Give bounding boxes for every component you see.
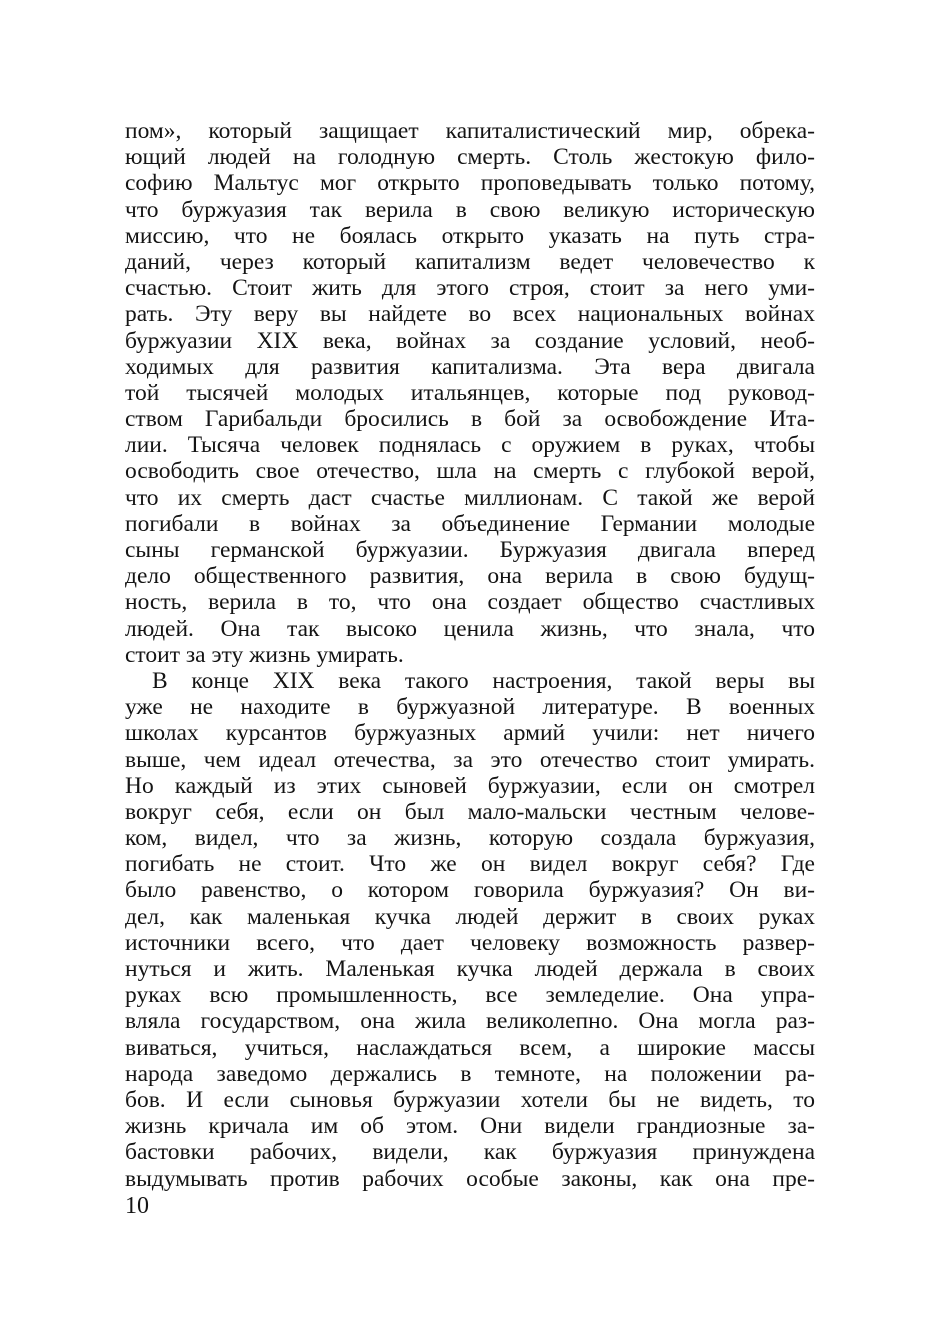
paragraph-start-line: В конце XIX века такого настроения, такой веры вы (152, 667, 815, 694)
text-line: лии. Тысяча человек поднялась с оружием в руках, чтобы (125, 432, 815, 459)
text-line: сыны германской буржуазии. Буржуазия двигала вперед (125, 537, 815, 563)
text-line: той тысячей молодых итальянцев, которые под руковод- (125, 379, 815, 406)
text-line: людей. Она так высоко ценила жизнь, что знала, что (125, 615, 815, 642)
text-line: буржуазии XIX века, войнах за создание условий, необ- (125, 327, 815, 354)
text-line: Но каждый из этих сыновей буржуазии, если он смотрел (125, 772, 815, 799)
text-line: виваться, учиться, наслаждаться всем, а широкие массы (125, 1034, 815, 1061)
body-text (125, 118, 815, 1192)
text-line: уже не находите в буржуазной литературе. В военных (125, 694, 815, 721)
text-line: софию Мальтус мог открыто проповедывать только потому, (125, 170, 815, 197)
text-line: ком, видел, что за жизнь, которую создала буржуазия, (125, 825, 815, 852)
text-line: погибали в войнах за объединение Германии молодые (125, 510, 815, 537)
text-line: выдумывать против рабочих особые законы, как она пре- (125, 1165, 815, 1192)
text-line: дел, как маленькая кучка людей держит в своих руках (125, 903, 815, 930)
text-line: даний, через который капитализм ведет человечество к (125, 248, 815, 275)
text-line: вляла государством, она жила великолепно. Она могла раз- (125, 1008, 815, 1035)
text-line: бастовки рабочих, видели, как буржуазия принуждена (125, 1139, 815, 1166)
text-line: стоит за эту жизнь умирать. (125, 641, 404, 668)
text-line: ходимых для развития капитализма. Эта вера двигала (125, 353, 815, 380)
text-line: школах курсантов буржуазных армий учили: нет ничего (125, 720, 815, 747)
text-line: ством Гарибальди бросились в бой за освобождение Ита- (125, 406, 815, 433)
text-line: счастью. Стоит жить для этого строя, стоит за него уми- (125, 275, 815, 302)
text-line: жизнь кричала им об этом. Они видели грандиозные за- (125, 1113, 815, 1140)
text-line: освободить свое отечество, шла на смерть с глубокой верой, (125, 458, 815, 485)
text-line: источники всего, что дает человеку возможность развер- (125, 929, 815, 956)
text-line: руках всю промышленность, все земледелие. Она упра- (125, 982, 815, 1009)
text-line: что их смерть даст счастье миллионам. С такой же верой (125, 484, 815, 511)
text-line: дело общественного развития, она верила в свою будущ- (125, 563, 815, 590)
text-line: рать. Эту веру вы найдете во всех национальных войнах (125, 301, 815, 328)
text-line: что буржуазия так верила в свою великую историческую (125, 196, 815, 223)
text-line: миссию, что не боялась открыто указать на путь стра- (125, 222, 815, 249)
text-line: ность, верила в то, что она создает общество счастливых (125, 589, 815, 616)
text-line: было равенство, о котором говорила буржуазия? Он ви- (125, 877, 815, 904)
text-line: бов. И если сыновья буржуазии хотели бы не видеть, то (125, 1086, 815, 1113)
text-line: выше, чем идеал отечества, за это отечество стоит умирать. (125, 746, 815, 773)
text-line: вокруг себя, если он был мало-мальски честным челове- (125, 798, 815, 825)
text-line: ющий людей на голодную смерть. Столь жестокую фило- (125, 144, 815, 171)
text-line: нуться и жить. Маленькая кучка людей держала в своих (125, 956, 815, 982)
text-line: погибать не стоит. Что же он видел вокруг себя? Где (125, 851, 815, 878)
text-line: народа заведомо держались в темноте, на положении ра- (125, 1060, 815, 1087)
text-line: пом», который защищает капиталистический мир, обрека- (125, 118, 815, 144)
page-number: 10 (125, 1193, 149, 1219)
